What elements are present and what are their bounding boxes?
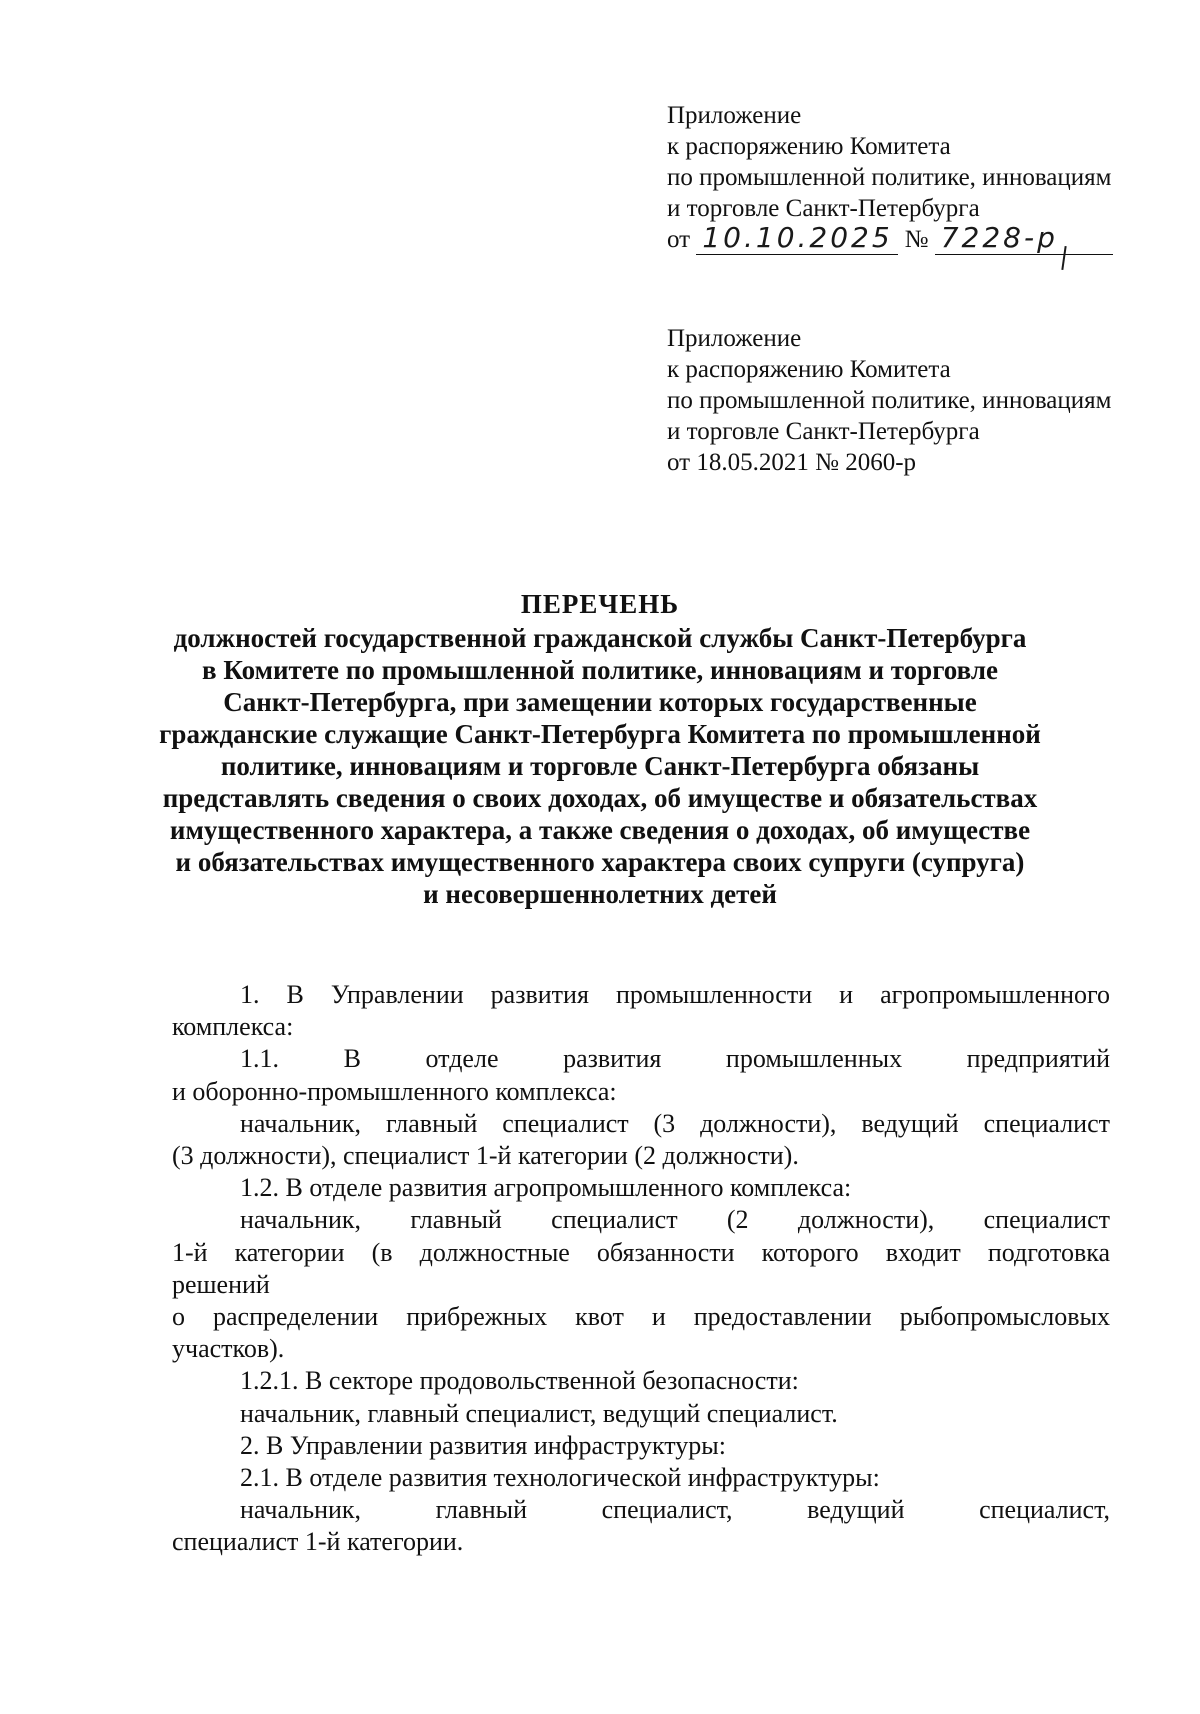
item-1-1-cont: и оборонно-промышленного комплекса: [172, 1076, 617, 1106]
appendix-committee-city: и торговле Санкт-Петербурга [667, 418, 980, 445]
item-1-2-positions-cont: решений [172, 1269, 270, 1299]
item-1-2-positions-cont: участков). [172, 1334, 285, 1364]
title-line: гражданские служащие Санкт-Петербурга Комитета по промышленной [159, 719, 1041, 749]
appendix-label: Приложение [667, 102, 802, 129]
handwritten-date-field [696, 221, 898, 255]
item-1-cont: комплекса: [172, 1012, 294, 1042]
item-1-1-positions-cont: (3 должности), специалист 1-й категории (2 должности). [172, 1141, 799, 1171]
appendix-order-ref: к распоряжению Комитета [667, 133, 951, 160]
title-line: и обязательствах имущественного характера своих супруги (супруга) [175, 847, 1025, 877]
item-1-2-positions-cont: о распределении прибрежных квот и предоставлении рыбопромысловых [172, 1302, 1110, 1332]
item-2: 2. В Управлении развития инфраструктуры: [240, 1430, 726, 1460]
item-1-1-positions: начальник, главный специалист (3 должности), ведущий специалист [240, 1108, 1110, 1138]
title-line: в Комитете по промышленной политике, инновациям и торговле [202, 655, 998, 685]
document-title [0, 588, 1200, 910]
item-1: 1. В Управлении развития промышленности и агропромышленного [240, 980, 1110, 1009]
title-line: и несовершеннолетних детей [423, 879, 777, 909]
document-body [172, 979, 1110, 1559]
number-sign: № [904, 226, 929, 253]
item-1-2-1-positions: начальник, главный специалист, ведущий специалист. [240, 1398, 838, 1428]
item-1-2: 1.2. В отделе развития агропромышленного комплекса: [240, 1173, 852, 1203]
handwritten-number-field [935, 221, 1113, 255]
appendix-committee-name: по промышленной политике, инновациям [667, 387, 1112, 414]
handwriting-stroke-mark [1061, 246, 1066, 270]
item-2-1-positions: начальник, главный специалист, ведущий специалист, [240, 1495, 1110, 1525]
handwritten-number: 7228-р [940, 221, 1058, 254]
title-line: должностей государственной гражданской службы Санкт-Петербурга [173, 623, 1027, 653]
item-1-2-positions: начальник, главный специалист (2 должности), специалист [240, 1205, 1110, 1235]
title-heading: ПЕРЕЧЕНЬ [520, 589, 680, 619]
appendix-date-number-line [667, 221, 1147, 255]
title-line: представлять сведения о своих доходах, об имуществе и обязательствах [162, 783, 1038, 813]
appendix-label: Приложение [667, 325, 802, 352]
appendix-committee-name: по промышленной политике, инновациям [667, 164, 1112, 191]
item-1-2-1: 1.2.1. В секторе продовольственной безопасности: [240, 1366, 799, 1396]
appendix-committee-city: и торговле Санкт-Петербурга [667, 195, 980, 222]
appendix-order-ref: к распоряжению Комитета [667, 356, 951, 383]
appendix-date-number: от 18.05.2021 № 2060-р [667, 449, 917, 476]
appendix-block-current [667, 100, 1147, 255]
title-line: политике, инновациям и торговле Санкт-Петербурга обязаны [220, 751, 980, 781]
handwritten-date: 10.10.2025 [702, 221, 893, 254]
date-prefix: от [667, 226, 691, 253]
appendix-block-previous [667, 323, 1147, 478]
title-line: имущественного характера, а также сведения о доходах, об имуществе [169, 815, 1031, 845]
item-2-1-positions-cont: специалист 1-й категории. [172, 1527, 464, 1557]
item-2-1: 2.1. В отделе развития технологической инфраструктуры: [240, 1463, 880, 1493]
title-line: Санкт-Петербурга, при замещении которых государственные [223, 687, 977, 717]
item-1-2-positions-cont: 1-й категории (в должностные обязанности которого входит подготовка [172, 1237, 1110, 1267]
item-1-1: 1.1. В отделе развития промышленных предприятий [240, 1044, 1110, 1074]
